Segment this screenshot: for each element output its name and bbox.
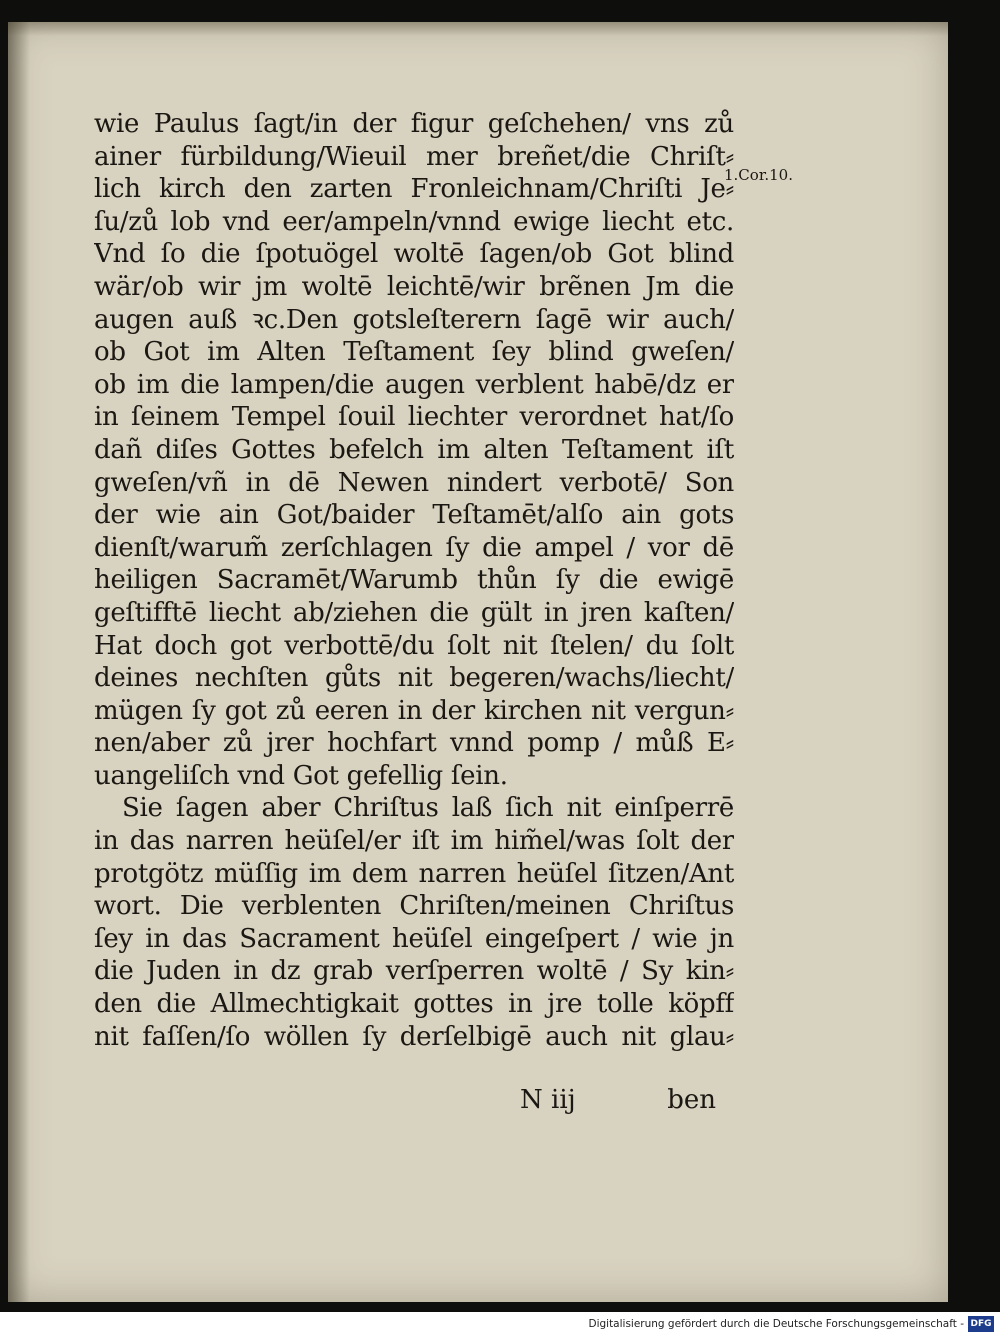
text-line: in das narren heüſel/er iſt im him̃el/was ſolt der bbox=[94, 826, 734, 857]
text-line: augen auß ꝛc.Den gotsleſterern ſagē wir auch/ bbox=[94, 304, 734, 335]
text-line: uangeliſch vnd Got gefellig ſein. bbox=[94, 760, 508, 791]
text-line: deines nechſten gůts nit begeren/wachs/liecht/ bbox=[94, 663, 734, 694]
text-line: den die Allmechtigkait gottes in jre tolle köpff bbox=[94, 989, 734, 1020]
text-line: heiligen Sacramēt/Warumb thůn ſy die ewigē bbox=[94, 565, 734, 596]
text-line: lich kirch den zarten Fronleichnam/Chriſti Je⸗ bbox=[94, 174, 734, 205]
footer-bar bbox=[0, 1312, 1000, 1337]
catchword: ben bbox=[667, 1085, 716, 1115]
text-line: die Juden in dz grab verſperren woltē / Sy kin⸗ bbox=[94, 956, 734, 987]
text-line: der wie ain Got/baider Teſtamēt/alſo ain gots bbox=[94, 500, 734, 531]
text-line: ainer fürbildung/Wieuil mer breñet/die Chriſt⸗ bbox=[94, 141, 734, 172]
text-line: ob Got im Alten Teſtament ſey blind gweſen/ bbox=[94, 337, 734, 368]
text-line: gweſen/vñ in dē Newen nindert verbotē/ Son bbox=[94, 467, 734, 498]
signature-mark: N iij bbox=[520, 1085, 576, 1115]
text-line: Vnd ſo die ſpotuögel woltē ſagen/ob Got blind bbox=[94, 239, 734, 270]
funding-credit: Digitalisierung gefördert durch die Deutsche Forschungsgemeinschaft - bbox=[588, 1318, 964, 1330]
text-line: ob im die lampen/die augen verblent habē/dz er bbox=[94, 369, 734, 400]
text-line: mügen ſy got zů eeren in der kirchen nit vergun⸗ bbox=[94, 695, 734, 726]
text-line: in ſeinem Tempel ſouil liechter verordnet hat/ſo bbox=[94, 402, 734, 433]
text-line: dañ diſes Gottes befelch im alten Teſtament iſt bbox=[94, 434, 734, 465]
text-line: ſu/zů lob vnd eer/ampeln/vnnd ewige liecht etc. bbox=[94, 206, 734, 237]
text-line: wie Paulus ſagt/in der figur geſchehen/ vns zů bbox=[94, 109, 734, 139]
text-line: ſey in das Sacrament heüſel eingeſpert / wie jn bbox=[94, 923, 734, 954]
text-line: dienſt/warum̃ zerſchlagen ſy die ampel / vor dē bbox=[94, 532, 734, 563]
text-line: Sie ſagen aber Chriſtus laß ſich nit einſperrē bbox=[122, 793, 734, 824]
text-line: nen/aber zů jrer hochfart vnnd pomp / můß E⸗ bbox=[94, 728, 734, 759]
page-gutter-shadow bbox=[8, 22, 30, 1302]
text-line: Hat doch got verbottē/du ſolt nit ſtelen/ du ſolt bbox=[94, 630, 734, 661]
marginal-note: 1.Cor.10. bbox=[724, 166, 793, 184]
text-line: wär/ob wir jm woltē leichtē/wir brẽnen Jm die bbox=[94, 271, 734, 302]
page-top-shadow bbox=[8, 22, 948, 36]
text-line: wort. Die verblenten Chriſten/meinen Chriſtus bbox=[94, 891, 734, 922]
body-text bbox=[94, 108, 734, 1053]
text-line: nit faſſen/ſo wöllen ſy derſelbigē auch nit glau⸗ bbox=[94, 1021, 734, 1052]
text-line: geſtifftē liecht ab/ziehen die gült in jren kaſten/ bbox=[94, 597, 734, 628]
text-line: protgötz müſſig im dem narren heüſel ſitzen/Ant bbox=[94, 858, 734, 889]
dfg-logo: DFG bbox=[968, 1316, 994, 1332]
catchline bbox=[520, 1085, 716, 1119]
